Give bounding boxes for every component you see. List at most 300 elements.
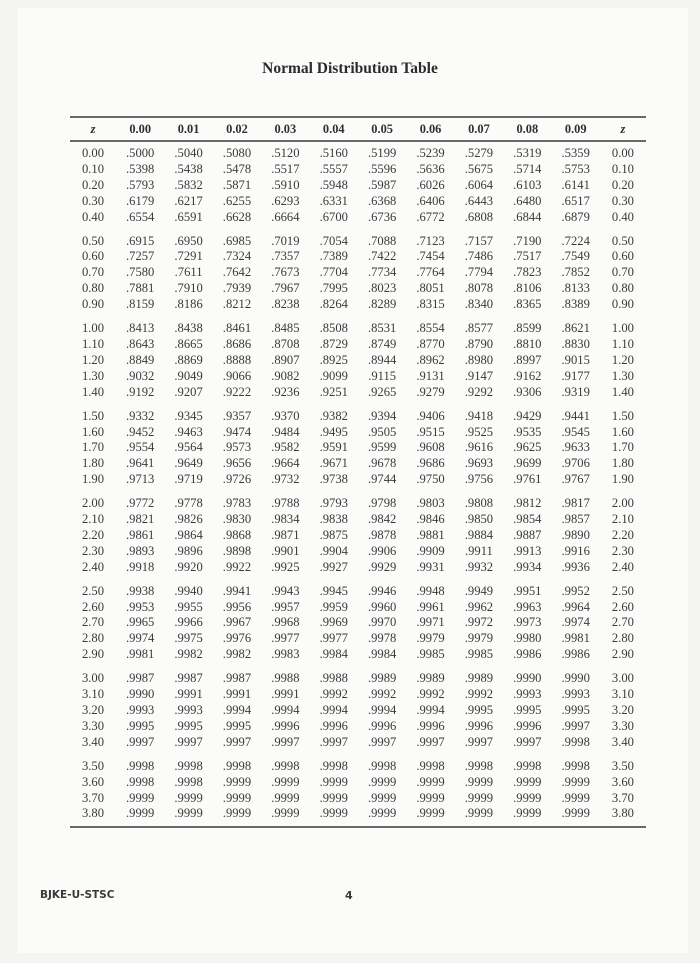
probability-cell: .7995	[319, 281, 348, 296]
probability-cell: .9998	[174, 758, 203, 773]
probability-cell: .7764	[416, 265, 445, 280]
probability-cell: .9999	[367, 790, 397, 805]
probability-cell: .9906	[367, 543, 397, 558]
probability-cell: .7734	[367, 265, 397, 280]
probability-cell: .9641	[126, 456, 155, 471]
probability-cell: .9999	[367, 774, 397, 789]
z-value-left: 2.70	[81, 615, 105, 630]
probability-cell: .9994	[416, 703, 445, 717]
probability-cell: .9989	[367, 671, 397, 686]
z-value-right: 2.40	[611, 559, 634, 574]
probability-cell: .8577	[464, 321, 494, 336]
column-header-z-left: z	[70, 117, 116, 141]
probability-cell: .7257	[126, 249, 155, 264]
z-value-right: 3.70	[611, 790, 634, 805]
probability-cell: .9977	[271, 631, 300, 646]
probability-cell: .9535	[513, 424, 542, 439]
probability-cell: .9998	[174, 774, 203, 789]
probability-cell: .9793	[319, 496, 348, 511]
probability-cell: .5636	[416, 161, 445, 176]
z-value-right: 3.00	[611, 671, 634, 686]
z-value-left: 1.10	[81, 336, 105, 351]
probability-cell: .9382	[319, 408, 348, 423]
column-header: 0.00	[116, 117, 164, 141]
probability-cell: .9999	[561, 790, 590, 805]
z-value-right: 2.90	[611, 647, 634, 662]
probability-cell: .9452	[126, 424, 155, 439]
z-value-right: 3.80	[600, 806, 646, 827]
probability-cell: .9999	[174, 790, 203, 805]
probability-cell: .9974	[561, 615, 590, 630]
probability-cell: .9998	[513, 758, 542, 773]
probability-cell: .8749	[367, 336, 397, 351]
probability-cell: .9938	[126, 583, 155, 598]
probability-cell: .9997	[513, 734, 542, 749]
probability-cell: .5120	[271, 146, 300, 160]
table-row	[70, 385, 646, 401]
probability-cell: .9826	[174, 512, 203, 527]
z-value-right: 2.10	[611, 512, 634, 527]
probability-cell: .5910	[271, 177, 300, 192]
probability-cell: .6443	[464, 193, 494, 208]
probability-cell: .9999	[310, 806, 358, 827]
probability-cell: .9964	[561, 599, 590, 614]
probability-cell: .9463	[174, 424, 203, 439]
probability-cell: .8708	[271, 336, 300, 351]
z-value-left: 3.40	[81, 734, 105, 749]
probability-cell: .9236	[271, 384, 300, 399]
probability-cell: .9955	[174, 599, 203, 614]
probability-cell: .5793	[126, 177, 155, 192]
probability-cell: .9997	[222, 734, 252, 749]
probability-cell: .9971	[416, 615, 445, 630]
z-value-right: 0.90	[611, 297, 634, 312]
z-value-right: 1.40	[611, 384, 634, 399]
table-row	[70, 281, 646, 297]
probability-cell: .9945	[319, 583, 348, 598]
probability-cell: .9750	[416, 472, 445, 487]
probability-cell: .9319	[561, 384, 590, 399]
probability-cell: .7324	[222, 249, 252, 264]
probability-cell: .9251	[319, 384, 348, 399]
probability-cell: .9996	[513, 718, 542, 733]
probability-cell: .9996	[367, 718, 397, 733]
probability-cell: .6591	[174, 209, 203, 224]
probability-cell: .9817	[561, 496, 590, 511]
probability-cell: .9099	[319, 368, 348, 383]
probability-cell: .8790	[464, 336, 494, 351]
probability-cell: .9394	[367, 408, 397, 423]
probability-cell: .9920	[174, 559, 203, 574]
probability-cell: .9991	[271, 687, 300, 702]
probability-cell: .9952	[561, 583, 590, 598]
probability-cell: .6217	[174, 193, 203, 208]
probability-cell: .9998	[367, 758, 397, 773]
z-value-left: 3.60	[81, 774, 105, 789]
probability-cell: .9649	[174, 456, 203, 471]
probability-cell: .5398	[126, 161, 155, 176]
probability-cell: .9887	[513, 527, 542, 542]
probability-cell: .9505	[367, 424, 397, 439]
column-header: 0.03	[261, 117, 309, 141]
probability-cell: .9884	[464, 527, 494, 542]
probability-cell: .9999	[464, 774, 494, 789]
probability-cell: .7881	[126, 281, 155, 296]
probability-cell: .9966	[174, 615, 203, 630]
probability-cell: .9940	[174, 583, 203, 598]
probability-cell: .7580	[126, 265, 155, 280]
table-row	[70, 775, 646, 791]
probability-cell: .9911	[464, 543, 493, 558]
z-value-right: 0.70	[611, 265, 634, 280]
probability-cell: .9967	[222, 615, 252, 630]
z-value-right: 1.60	[611, 424, 634, 439]
probability-cell: .9936	[561, 559, 590, 574]
probability-cell: .5438	[174, 161, 203, 176]
table-row	[70, 369, 646, 385]
probability-cell: .5359	[561, 146, 590, 160]
probability-cell: .9896	[174, 543, 203, 558]
document-code: BJKE-U-STSC	[40, 889, 115, 901]
table-row	[70, 210, 646, 226]
table-row	[70, 751, 646, 775]
table-row	[70, 806, 646, 827]
table-row	[70, 456, 646, 472]
z-value-left: 0.50	[81, 233, 105, 248]
probability-cell: .7019	[271, 233, 300, 248]
z-value-left: 1.20	[81, 352, 105, 367]
probability-cell: .9357	[222, 408, 252, 423]
probability-cell: .5279	[464, 146, 494, 160]
probability-cell: .9987	[126, 671, 155, 686]
probability-cell: .9997	[319, 734, 348, 749]
probability-cell: .9929	[367, 559, 397, 574]
probability-cell: .9949	[464, 583, 494, 598]
probability-cell: .9975	[174, 631, 203, 646]
z-value-left: 2.90	[81, 647, 105, 662]
probability-cell: .9864	[174, 527, 203, 542]
probability-cell: .9999	[455, 806, 503, 827]
probability-cell: .9943	[271, 583, 300, 598]
probability-cell: .9998	[126, 758, 155, 773]
z-value-right: 0.40	[611, 209, 634, 224]
z-value-left: 0.30	[81, 193, 105, 208]
probability-cell: .8238	[271, 297, 300, 312]
probability-cell: .5040	[174, 146, 203, 160]
probability-cell: .7123	[416, 233, 445, 248]
table-row	[70, 719, 646, 735]
z-value-right: 1.20	[611, 352, 634, 367]
probability-cell: .9989	[464, 671, 494, 686]
probability-cell: .9996	[271, 718, 300, 733]
probability-cell: .9999	[358, 806, 406, 827]
probability-cell: .9292	[464, 384, 494, 399]
z-value-left: 1.40	[81, 384, 105, 399]
table-row	[70, 631, 646, 647]
probability-cell: .9999	[271, 774, 300, 789]
probability-cell: .9633	[561, 440, 590, 455]
probability-cell: .9265	[367, 384, 397, 399]
probability-cell: .8554	[416, 321, 445, 336]
probability-cell: .9998	[319, 758, 348, 773]
table-row	[70, 615, 646, 631]
column-header: 0.05	[358, 117, 406, 141]
probability-cell: .8461	[222, 321, 252, 336]
probability-cell: .9963	[513, 599, 542, 614]
probability-cell: .9993	[174, 703, 203, 717]
probability-cell: .9999	[416, 790, 445, 805]
probability-cell: .8212	[222, 297, 252, 312]
probability-cell: .9997	[174, 734, 203, 749]
probability-cell: .9996	[319, 718, 348, 733]
probability-cell: .6915	[126, 233, 155, 248]
z-value-right: 2.50	[611, 583, 634, 598]
probability-cell: .9978	[367, 631, 397, 646]
probability-cell: .7823	[513, 265, 542, 280]
z-value-right: 3.50	[611, 758, 634, 773]
probability-cell: .9995	[222, 718, 252, 733]
table-row	[70, 600, 646, 616]
probability-cell: .9960	[367, 599, 397, 614]
z-value-left: 0.00	[81, 146, 105, 160]
probability-cell: .6736	[367, 209, 397, 224]
probability-cell: .9999	[271, 790, 300, 805]
probability-cell: .9904	[319, 543, 348, 558]
probability-cell: .9732	[271, 472, 300, 487]
table-row	[70, 703, 646, 719]
z-value-right: 1.10	[611, 336, 634, 351]
probability-cell: .5160	[319, 146, 348, 160]
probability-cell: .7673	[271, 265, 300, 280]
probability-cell: .8925	[319, 352, 348, 367]
probability-cell: .9798	[367, 496, 397, 511]
probability-cell: .7190	[513, 233, 542, 248]
probability-cell: .6255	[222, 193, 252, 208]
z-value-left: 2.50	[81, 583, 105, 598]
probability-cell: .9573	[222, 440, 252, 455]
z-value-left: 0.20	[81, 177, 105, 192]
probability-cell: .9996	[416, 718, 445, 733]
probability-cell: .9656	[222, 456, 252, 471]
z-value-right: 3.10	[611, 687, 634, 702]
z-value-left: 1.50	[81, 408, 105, 423]
z-value-left: 3.30	[81, 718, 105, 733]
probability-cell: .9842	[367, 512, 397, 527]
z-value-right: 2.00	[611, 496, 634, 511]
probability-cell: .9429	[513, 408, 542, 423]
probability-cell: .8315	[416, 297, 445, 312]
probability-cell: .8133	[561, 281, 590, 296]
probability-cell: .9738	[319, 472, 348, 487]
z-value-left: 2.20	[81, 527, 105, 542]
probability-cell: .9997	[271, 734, 300, 749]
z-value-right: 0.00	[611, 146, 634, 160]
probability-cell: .9778	[174, 496, 203, 511]
probability-cell: .9909	[416, 543, 445, 558]
probability-cell: .9965	[126, 615, 155, 630]
probability-cell: .9990	[126, 687, 155, 702]
probability-cell: .9861	[126, 527, 155, 542]
probability-cell: .9222	[222, 384, 252, 399]
table-row	[70, 297, 646, 313]
probability-cell: .9821	[126, 512, 155, 527]
probability-cell: .5675	[464, 161, 494, 176]
probability-cell: .5080	[222, 146, 252, 160]
probability-cell: .7054	[319, 233, 348, 248]
probability-cell: .9901	[271, 543, 300, 558]
probability-cell: .9997	[561, 718, 590, 733]
z-value-right: 0.80	[611, 281, 634, 296]
table-row	[70, 178, 646, 194]
probability-cell: .9772	[126, 496, 155, 511]
probability-cell: .6554	[126, 209, 155, 224]
z-value-left: 0.70	[81, 265, 105, 280]
probability-cell: .5753	[561, 161, 590, 176]
probability-cell: .5871	[222, 177, 252, 192]
z-value-right: 0.60	[611, 249, 634, 264]
probability-cell: .8962	[416, 352, 445, 367]
probability-cell: .9554	[126, 440, 155, 455]
probability-cell: .9591	[319, 440, 348, 455]
probability-cell: .8643	[126, 336, 155, 351]
table-row	[70, 735, 646, 751]
normal-distribution-table	[70, 116, 646, 828]
probability-cell: .9994	[222, 703, 252, 717]
probability-cell: .9875	[319, 527, 348, 542]
probability-cell: .9985	[464, 647, 494, 662]
z-value-left: 3.50	[81, 758, 105, 773]
page-title: Normal Distribution Table	[262, 60, 438, 77]
probability-cell: .8051	[416, 281, 445, 296]
probability-cell: .8340	[464, 297, 494, 312]
probability-cell: .9671	[319, 456, 348, 471]
probability-cell: .9995	[126, 718, 155, 733]
table-body	[70, 141, 646, 827]
probability-cell: .9934	[513, 559, 542, 574]
probability-cell: .8106	[513, 281, 542, 296]
z-value-left: 2.30	[81, 543, 105, 558]
probability-cell: .5199	[367, 146, 397, 160]
probability-cell: .7357	[271, 249, 300, 264]
probability-cell: .9995	[561, 703, 590, 717]
probability-cell: .9999	[406, 806, 454, 827]
probability-cell: .9956	[222, 599, 252, 614]
probability-cell: .9890	[561, 527, 590, 542]
column-header: 0.02	[213, 117, 261, 141]
probability-cell: .9693	[464, 456, 494, 471]
probability-cell: .9608	[416, 440, 445, 455]
probability-cell: .9969	[319, 615, 348, 630]
probability-cell: .6700	[319, 209, 348, 224]
probability-cell: .9984	[367, 647, 397, 662]
probability-cell: .9994	[367, 703, 397, 717]
probability-cell: .8686	[222, 336, 252, 351]
probability-cell: .9932	[464, 559, 494, 574]
probability-cell: .7088	[367, 233, 397, 248]
probability-cell: .9986	[513, 647, 542, 662]
table-row	[70, 265, 646, 281]
probability-cell: .9515	[416, 424, 445, 439]
probability-cell: .9999	[464, 790, 494, 805]
z-value-right: 3.20	[611, 703, 634, 717]
probability-cell: .5000	[126, 146, 155, 160]
probability-cell: .9406	[416, 408, 445, 423]
z-value-left: 0.60	[81, 249, 105, 264]
probability-cell: .7389	[319, 249, 348, 264]
probability-cell: .9992	[319, 687, 348, 702]
z-value-left: 0.90	[81, 297, 105, 312]
probability-cell: .9147	[464, 368, 494, 383]
probability-cell: .9082	[271, 368, 300, 383]
probability-cell: .8078	[464, 281, 494, 296]
probability-cell: .7486	[464, 249, 494, 264]
probability-cell: .6026	[416, 177, 445, 192]
table-row	[70, 425, 646, 441]
probability-cell: .9706	[561, 456, 590, 471]
probability-cell: .9994	[271, 703, 300, 717]
probability-cell: .9756	[464, 472, 494, 487]
probability-cell: .6950	[174, 233, 203, 248]
probability-cell: .9976	[222, 631, 252, 646]
z-value-left: 2.80	[81, 631, 105, 646]
z-value-left: 1.30	[81, 368, 105, 383]
probability-cell: .9916	[561, 543, 590, 558]
probability-cell: .9995	[513, 703, 542, 717]
probability-cell: .9946	[367, 583, 397, 598]
probability-cell: .9878	[367, 527, 397, 542]
probability-cell: .9345	[174, 408, 203, 423]
probability-cell: .9999	[561, 774, 590, 789]
probability-cell: .9049	[174, 368, 203, 383]
probability-cell: .8869	[174, 352, 203, 367]
table-row	[70, 141, 646, 162]
probability-cell: .6141	[561, 177, 590, 192]
probability-cell: .9951	[513, 583, 542, 598]
probability-cell: .9713	[126, 472, 155, 487]
probability-cell: .9957	[271, 599, 300, 614]
probability-cell: .9441	[561, 408, 590, 423]
column-header: 0.09	[552, 117, 600, 141]
probability-cell: .9868	[222, 527, 252, 542]
probability-cell: .9948	[416, 583, 445, 598]
probability-cell: .7157	[464, 233, 494, 248]
probability-cell: .9925	[271, 559, 300, 574]
probability-cell: .9192	[126, 384, 155, 399]
probability-cell: .9997	[416, 734, 445, 749]
probability-cell: .9998	[271, 758, 300, 773]
z-value-right: 0.10	[611, 161, 634, 176]
column-header: 0.04	[310, 117, 358, 141]
probability-cell: .9744	[367, 472, 397, 487]
probability-cell: .9999	[503, 806, 551, 827]
probability-cell: .9664	[271, 456, 300, 471]
probability-cell: .9981	[561, 631, 590, 646]
page-number: 4	[345, 889, 353, 902]
table-row	[70, 560, 646, 576]
column-header: 0.07	[455, 117, 503, 141]
z-value-left: 3.70	[81, 790, 105, 805]
z-value-right: 1.50	[611, 408, 634, 423]
probability-cell: .8944	[367, 352, 397, 367]
probability-cell: .9525	[464, 424, 494, 439]
probability-cell: .9999	[513, 790, 542, 805]
probability-cell: .9953	[126, 599, 155, 614]
table-row	[70, 576, 646, 600]
probability-cell: .9999	[416, 774, 445, 789]
probability-cell: .9830	[222, 512, 252, 527]
probability-cell: .9987	[222, 671, 252, 686]
probability-cell: .6293	[271, 193, 300, 208]
